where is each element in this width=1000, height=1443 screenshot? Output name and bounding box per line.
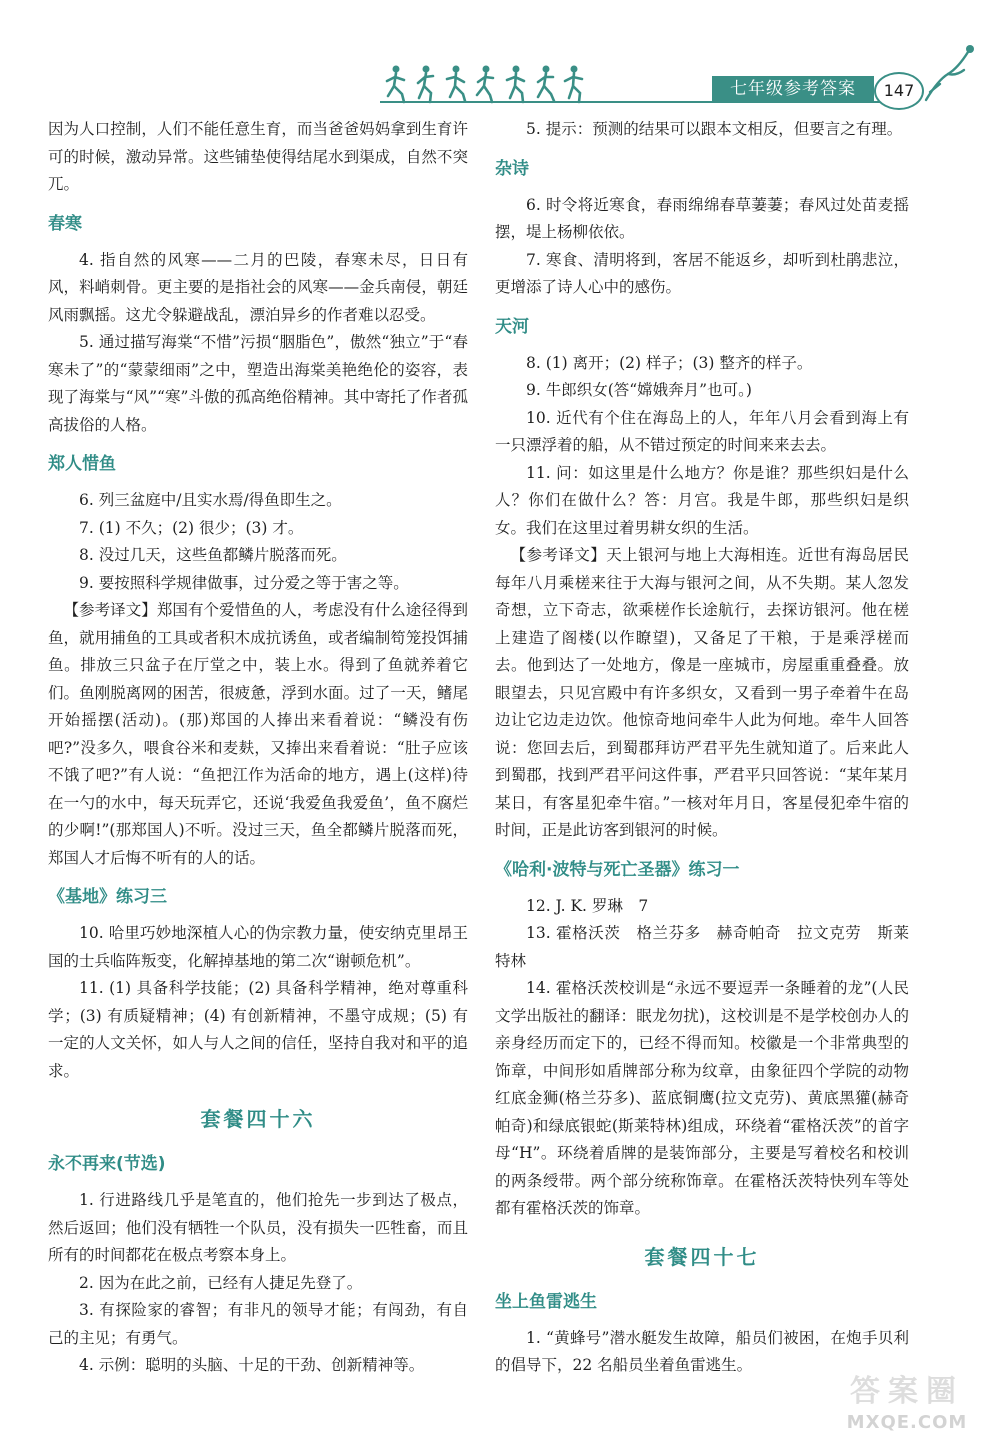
answer-text: 3. 有探险家的睿智；有非凡的领导才能；有闯劲，有自己的主见；有勇气。 xyxy=(48,1301,468,1347)
answer-text: 4. 示例：聪明的头脑、十足的干劲、创新精神等。 xyxy=(79,1356,425,1374)
section-title: 《基地》练习三 xyxy=(48,887,167,907)
answer-text: 10. 哈里巧妙地深植人心的伪宗教力量，使安纳克里昂王国的士兵临阵叛变，化解掉基地的第二次“谢顿危机”。 xyxy=(48,924,468,970)
watermark-site: MXQE.COM xyxy=(846,1412,968,1433)
answer-text: 1. 行进路线几乎是笔直的，他们抢先一步到达了极点，然后返回；他们没有牺牲一个队员，没有损失一匹牲畜，而且所有的时间都花在极点考察本身上。 xyxy=(48,1191,468,1264)
answer-text: 9. 牛郎织女(答“嫦娥奔月”也可。) xyxy=(526,381,752,399)
watermark-logo: 答案圈 xyxy=(850,1374,964,1409)
page-header xyxy=(0,0,1000,110)
answer-text: 6. 列三盆庭中/且实水焉/得鱼即生之。 xyxy=(79,491,342,509)
runners-decoration-icon xyxy=(380,62,590,106)
section-title: 春寒 xyxy=(48,213,82,234)
answer-text: 7. (1) 不久；(2) 很少；(3) 才。 xyxy=(79,518,304,537)
answer-text: 13. 霍格沃茨 格兰芬多 赫奇帕奇 拉文克劳 斯莱特林 xyxy=(495,924,909,970)
answer-text: 6. 时令将近寒食，春雨绵绵春草萋萋；春风过处苗麦摇摆，堤上杨柳依依。 xyxy=(495,195,909,241)
section-title: 永不再来(节选) xyxy=(48,1154,166,1174)
section-title: 天河 xyxy=(495,316,529,337)
section-title: 《哈利·波特与死亡圣器》练习一 xyxy=(495,859,740,880)
runner-flag-icon xyxy=(918,40,978,110)
section-title: 坐上鱼雷逃生 xyxy=(495,1291,597,1312)
left-column xyxy=(48,116,468,1380)
answer-text: 8. (1) 离开；(2) 样子；(3) 整齐的样子。 xyxy=(526,353,813,372)
answer-text: 7. 寒食、清明将到，客居不能返乡，却听到杜鹃悲泣，更增添了诗人心中的感伤。 xyxy=(495,250,909,296)
reference-translation: 【参考译文】天上银河与地上大海相连。近世有海岛居民每年八月乘槎来往于大海与银河之间，从不失期。某人忽发奇想，立下奇志，欲乘槎作长途航行，去探访银河。他在槎上建造了阁楼(以作瞭望)，又备足了干粮，于是乘浮槎而去。他到达了一处地方，像是一座城市，房屋重重叠叠。放眼望去，只见宫殿中有许多织女，又看到一男子牵着牛在岛边让它边走边饮。他惊奇地问牵牛人此为何地。牵牛人回答说：您回去后，到蜀郡拜访严君平先生就知道了。后来此人到蜀郡，找到严君平问这件事，严君平只回答说：“某年某月某日，有客星犯牵牛宿。”一核对年月日，客星侵犯牵牛宿的时间，正是此访客到银河的时候。 xyxy=(495,546,909,839)
answer-text: 11. 问：如这里是什么地方？你是谁？那些织妇是什么人？你们在做什么？答：月宫。我是牛郎，那些织妇是织女。我们在这里过着男耕女织的生活。 xyxy=(495,463,909,537)
answer-text: 10. 近代有个住在海岛上的人，年年八月会看到海上有一只漂浮着的船，从不错过预定的时间来来去去。 xyxy=(495,408,909,454)
answer-text: 5. 提示：预测的结果可以跟本文相反，但要言之有理。 xyxy=(526,120,903,138)
answer-text: 4. 指自然的风寒——二月的巴陵，春寒未尽，日日有风，料峭刺骨。更主要的是指社会的风寒——金兵南侵，朝廷风雨飘摇。这尤令躲避战乱，漂泊异乡的作者难以忍受。 xyxy=(48,250,468,324)
answer-text: 1. “黄蜂号”潜水艇发生故障，船员们被困，在炮手贝利的倡导下，22 名船员坐着鱼雷逃生。 xyxy=(495,1328,909,1374)
right-column xyxy=(495,116,909,1380)
site-watermark xyxy=(822,1372,992,1438)
answer-text: 14. 霍格沃茨校训是“永远不要逗弄一条睡着的龙”(人民文学出版社的翻译：眠龙勿扰)，这校训是不是学校创办人的亲身经历而定下的，已经不得而知。校徽是一个非常典型的饰章，中间形如盾牌部分称为纹章，由象征四个学院的动物红底金狮(格兰芬多)、蓝底铜鹰(拉文克劳)、黄底黑獾(赫奇帕奇)和绿底银蛇(斯莱特林)组成，环绕着“霍格沃茨”的首字母“H”。环绕着盾牌的是装饰部分，主要是写着校名和校训的两条绶带。两个部分统称饰章。在霍格沃茨特快列车等处都有霍格沃茨的饰章。 xyxy=(495,979,909,1217)
answer-text: 2. 因为在此之前，已经有人捷足先登了。 xyxy=(79,1273,363,1292)
answer-text: 11. (1) 具备科学技能；(2) 具备科学精神，绝对尊重科学；(3) 有质疑精神；(4) 有创新精神，不墨守成规；(5) 有一定的人文关怀，如人与人之间的信任，坚持自我对和平的追求。 xyxy=(48,979,468,1080)
reference-translation: 【参考译文】郑国有个爱惜鱼的人，考虑没有什么途径得到鱼，就用捕鱼的工具或者积木成抗诱鱼，或者编制笱笼投饵捕鱼。排放三只盆子在厅堂之中，装上水。得到了鱼就养着它们。鱼刚脱离网的困苦，很疲惫，浮到水面。过了一天，鳍尾开始摇摆(活动)。(那)郑国的人捧出来看着说：“鳞没有伤吧?”没多久，喂食谷米和麦麸，又捧出来看着说：“肚子应该不饿了吧?”有人说：“鱼把江作为活命的地方，遇上(这样)待在一勺的水中，每天玩弄它，还说‘我爱鱼我爱鱼’，鱼不腐烂的少啊!”(那郑国人)不听。没过三天，鱼全都鳞片脱落而死，郑国人才后悔不听有的人的话。 xyxy=(48,601,468,867)
set-title: 套餐四十六 xyxy=(200,1107,316,1131)
section-title: 郑人惜鱼 xyxy=(48,454,116,474)
set-title: 套餐四十七 xyxy=(644,1244,760,1269)
answer-text: 5. 通过描写海棠“不惜”污损“胭脂色”，傲然“独立”于“春寒未了”的“蒙蒙细雨”之中，塑造出海棠美艳绝伦的姿容，表现了海棠与“风”“寒”斗傲的孤高绝俗精神。其中寄托了作者孤高拔俗的人格。 xyxy=(48,333,468,434)
section-title: 杂诗 xyxy=(495,158,529,179)
grade-label: 七年级参考答案 xyxy=(712,76,874,102)
answer-text: 9. 要按照科学规律做事，过分爱之等于害之等。 xyxy=(79,573,409,592)
answer-text: 12. J. K. 罗琳 7 xyxy=(526,896,649,915)
answer-text: 因为人口控制，人们不能任意生育，而当爸爸妈妈拿到生育许可的时候，激动异常。这些铺垫使得结尾水到渠成，自然不突兀。 xyxy=(48,120,468,193)
answer-text: 8. 没过几天，这些鱼都鳞片脱落而死。 xyxy=(79,546,347,564)
page-number: 147 xyxy=(874,72,924,110)
